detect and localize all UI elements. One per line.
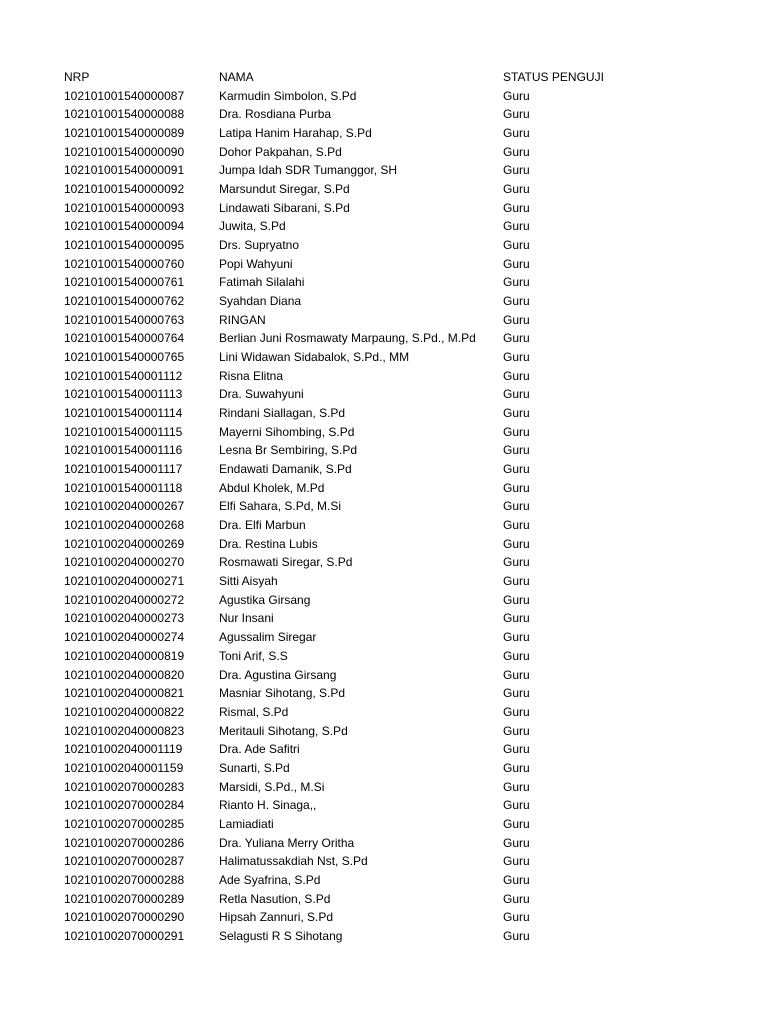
- table-row: [0, 460, 768, 479]
- nama-cell: Dra. Elfi Marbun: [219, 518, 306, 533]
- table-row: [0, 199, 768, 218]
- nrp-cell: 102101002040000270: [64, 555, 185, 570]
- table-row: [0, 516, 768, 535]
- table-row: [0, 236, 768, 255]
- nama-cell: Rismal, S.Pd: [219, 704, 289, 719]
- status-cell: Guru: [503, 368, 530, 383]
- nama-cell: Sitti Aisyah: [219, 574, 278, 589]
- nrp-cell: 102101002070000288: [64, 872, 185, 887]
- table-row: [0, 572, 768, 591]
- nrp-cell: 102101002040000267: [64, 499, 185, 514]
- table-row: [0, 609, 768, 628]
- nrp-cell: 102101001540000089: [64, 126, 185, 141]
- status-cell: Guru: [503, 667, 530, 682]
- table-row: [0, 292, 768, 311]
- status-cell: Guru: [503, 854, 530, 869]
- nrp-cell: 102101001540000087: [64, 88, 185, 103]
- nrp-cell: 102101002040000823: [64, 723, 185, 738]
- nama-cell: Marsidi, S.Pd., M.Si: [219, 779, 325, 794]
- nrp-cell: 102101002070000287: [64, 854, 185, 869]
- nama-cell: Dohor Pakpahan, S.Pd: [219, 144, 342, 159]
- nrp-cell: 102101002070000290: [64, 910, 185, 925]
- table-row: [0, 311, 768, 330]
- table-row: [0, 703, 768, 722]
- nrp-cell: 102101001540000095: [64, 238, 185, 253]
- nama-cell: Selagusti R S Sihotang: [219, 928, 343, 943]
- nama-cell: Dra. Suwahyuni: [219, 387, 304, 402]
- table-row: [0, 553, 768, 572]
- nama-cell: Lini Widawan Sidabalok, S.Pd., MM: [219, 350, 410, 365]
- nrp-cell: 102101001540001112: [64, 368, 183, 383]
- status-cell: Guru: [503, 462, 530, 477]
- nrp-cell: 102101002070000291: [64, 928, 185, 943]
- table-row: [0, 161, 768, 180]
- nrp-cell: 102101001540000763: [64, 312, 185, 327]
- status-cell: Guru: [503, 238, 530, 253]
- table-row: [0, 778, 768, 797]
- nrp-cell: 102101002040000822: [64, 704, 185, 719]
- status-cell: Guru: [503, 686, 530, 701]
- table-row: [0, 759, 768, 778]
- status-cell: Guru: [503, 742, 530, 757]
- table-row: [0, 908, 768, 927]
- nama-cell: Meritauli Sihotang, S.Pd: [219, 723, 348, 738]
- status-cell: Guru: [503, 312, 530, 327]
- status-cell: Guru: [503, 555, 530, 570]
- nrp-cell: 102101001540000090: [64, 144, 185, 159]
- table-row: [0, 834, 768, 853]
- nama-cell: RINGAN: [219, 312, 266, 327]
- status-cell: Guru: [503, 126, 530, 141]
- table-row: [0, 890, 768, 909]
- examiner-table: [0, 68, 768, 946]
- table-row: [0, 423, 768, 442]
- nrp-cell: 102101001540000764: [64, 331, 185, 346]
- status-cell: Guru: [503, 816, 530, 831]
- status-cell: Guru: [503, 592, 530, 607]
- header-status-penguji: STATUS PENGUJI: [503, 70, 604, 84]
- nama-cell: Berlian Juni Rosmawaty Marpaung, S.Pd., M.Pd: [219, 331, 476, 346]
- table-row: [0, 722, 768, 741]
- nama-cell: Endawati Damanik, S.Pd: [219, 462, 352, 477]
- status-cell: Guru: [503, 723, 530, 738]
- nama-cell: Juwita, S.Pd: [219, 219, 286, 234]
- nama-cell: Lamiadiati: [219, 816, 274, 831]
- table-row: [0, 796, 768, 815]
- nrp-cell: 102101001540000761: [64, 275, 185, 290]
- nrp-cell: 102101002040000268: [64, 518, 185, 533]
- nrp-cell: 102101001540000762: [64, 294, 185, 309]
- status-cell: Guru: [503, 760, 530, 775]
- table-row: [0, 124, 768, 143]
- table-row: [0, 385, 768, 404]
- nama-cell: Lindawati Sibarani, S.Pd: [219, 200, 350, 215]
- nama-cell: Toni Arif, S.S: [219, 648, 288, 663]
- status-cell: Guru: [503, 163, 530, 178]
- nrp-cell: 102101002040001159: [64, 760, 184, 775]
- table-row: [0, 927, 768, 946]
- nrp-cell: 102101001540001113: [64, 387, 183, 402]
- status-cell: Guru: [503, 872, 530, 887]
- nrp-cell: 102101002070000284: [64, 798, 185, 813]
- nama-cell: Dra. Rosdiana Purba: [219, 107, 332, 122]
- nama-cell: Sunarti, S.Pd: [219, 760, 290, 775]
- nama-cell: Elfi Sahara, S.Pd, M.Si: [219, 499, 342, 514]
- nama-cell: Risna Elitna: [219, 368, 284, 383]
- status-cell: Guru: [503, 200, 530, 215]
- nrp-cell: 102101002040000269: [64, 536, 185, 551]
- nama-cell: Popi Wahyuni: [219, 256, 293, 271]
- table-row: [0, 348, 768, 367]
- status-cell: Guru: [503, 387, 530, 402]
- nama-cell: Hipsah Zannuri, S.Pd: [219, 910, 334, 925]
- status-cell: Guru: [503, 219, 530, 234]
- status-cell: Guru: [503, 648, 530, 663]
- status-cell: Guru: [503, 574, 530, 589]
- nama-cell: Dra. Agustina Girsang: [219, 667, 337, 682]
- table-row: [0, 329, 768, 348]
- table-row: [0, 628, 768, 647]
- table-row: [0, 180, 768, 199]
- nrp-cell: 102101001540001116: [64, 443, 183, 458]
- status-cell: Guru: [503, 443, 530, 458]
- table-row: [0, 666, 768, 685]
- nama-cell: Mayerni Sihombing, S.Pd: [219, 424, 355, 439]
- nama-cell: Agustika Girsang: [219, 592, 311, 607]
- status-cell: Guru: [503, 107, 530, 122]
- nrp-cell: 102101002040000820: [64, 667, 185, 682]
- status-cell: Guru: [503, 256, 530, 271]
- table-row: [0, 852, 768, 871]
- table-row: [0, 105, 768, 124]
- status-cell: Guru: [503, 779, 530, 794]
- status-cell: Guru: [503, 480, 530, 495]
- nama-cell: Dra. Restina Lubis: [219, 536, 318, 551]
- nama-cell: Ade Syafrina, S.Pd: [219, 872, 321, 887]
- nrp-cell: 102101002040000273: [64, 611, 185, 626]
- nrp-cell: 102101002040000271: [64, 574, 185, 589]
- status-cell: Guru: [503, 331, 530, 346]
- table-row: [0, 647, 768, 666]
- table-row: [0, 684, 768, 703]
- nrp-cell: 102101002040000274: [64, 630, 185, 645]
- nrp-cell: 102101002070000289: [64, 891, 185, 906]
- nama-cell: Agussalim Siregar: [219, 630, 317, 645]
- nama-cell: Fatimah Silalahi: [219, 275, 305, 290]
- status-cell: Guru: [503, 704, 530, 719]
- status-cell: Guru: [503, 928, 530, 943]
- nrp-cell: 102101001540001114: [64, 406, 183, 421]
- table-row: [0, 273, 768, 292]
- table-row: [0, 479, 768, 498]
- table-row: [0, 441, 768, 460]
- table-row: [0, 367, 768, 386]
- nama-cell: Dra. Ade Safitri: [219, 742, 300, 757]
- status-cell: Guru: [503, 144, 530, 159]
- status-cell: Guru: [503, 798, 530, 813]
- status-cell: Guru: [503, 294, 530, 309]
- status-cell: Guru: [503, 424, 530, 439]
- nama-cell: Rosmawati Siregar, S.Pd: [219, 555, 353, 570]
- nrp-cell: 102101001540000760: [64, 256, 185, 271]
- status-cell: Guru: [503, 518, 530, 533]
- table-body: [0, 87, 768, 946]
- nrp-cell: 102101002040000821: [64, 686, 185, 701]
- nrp-cell: 102101002070000283: [64, 779, 185, 794]
- status-cell: Guru: [503, 275, 530, 290]
- table-row: [0, 217, 768, 236]
- nama-cell: Lesna Br Sembiring, S.Pd: [219, 443, 358, 458]
- nama-cell: Jumpa Idah SDR Tumanggor, SH: [219, 163, 398, 178]
- status-cell: Guru: [503, 891, 530, 906]
- status-cell: Guru: [503, 499, 530, 514]
- nrp-cell: 102101002040000819: [64, 648, 185, 663]
- table-row: [0, 591, 768, 610]
- nrp-cell: 102101002070000285: [64, 816, 185, 831]
- status-cell: Guru: [503, 182, 530, 197]
- status-cell: Guru: [503, 406, 530, 421]
- header-nama: NAMA: [219, 70, 254, 84]
- table-header-row: [0, 68, 768, 87]
- nama-cell: Dra. Yuliana Merry Oritha: [219, 835, 355, 850]
- nama-cell: Retla Nasution, S.Pd: [219, 891, 331, 906]
- table-row: [0, 497, 768, 516]
- nama-cell: Nur Insani: [219, 611, 274, 626]
- nrp-cell: 102101001540000093: [64, 200, 185, 215]
- status-cell: Guru: [503, 536, 530, 551]
- nama-cell: Masniar Sihotang, S.Pd: [219, 686, 346, 701]
- nrp-cell: 102101001540001118: [64, 480, 183, 495]
- nama-cell: Drs. Supryatno: [219, 238, 300, 253]
- status-cell: Guru: [503, 88, 530, 103]
- nrp-cell: 102101002040001119: [64, 742, 183, 757]
- nama-cell: Rianto H. Sinaga,,: [219, 798, 317, 813]
- nrp-cell: 102101001540000092: [64, 182, 185, 197]
- table-row: [0, 143, 768, 162]
- nama-cell: Karmudin Simbolon, S.Pd: [219, 88, 357, 103]
- nama-cell: Latipa Hanim Harahap, S.Pd: [219, 126, 372, 141]
- status-cell: Guru: [503, 835, 530, 850]
- table-row: [0, 255, 768, 274]
- status-cell: Guru: [503, 630, 530, 645]
- nama-cell: Halimatussakdiah Nst, S.Pd: [219, 854, 368, 869]
- table-row: [0, 815, 768, 834]
- table-row: [0, 535, 768, 554]
- status-cell: Guru: [503, 350, 530, 365]
- nama-cell: Rindani Siallagan, S.Pd: [219, 406, 346, 421]
- nrp-cell: 102101001540001117: [64, 462, 183, 477]
- table-row: [0, 871, 768, 890]
- header-nrp: NRP: [64, 70, 90, 84]
- status-cell: Guru: [503, 910, 530, 925]
- nama-cell: Abdul Kholek, M.Pd: [219, 480, 325, 495]
- status-cell: Guru: [503, 611, 530, 626]
- table-row: [0, 404, 768, 423]
- table-row: [0, 87, 768, 106]
- nrp-cell: 102101001540000088: [64, 107, 185, 122]
- nrp-cell: 102101001540000091: [64, 163, 185, 178]
- nrp-cell: 102101001540001115: [64, 424, 183, 439]
- nrp-cell: 102101002040000272: [64, 592, 185, 607]
- nrp-cell: 102101002070000286: [64, 835, 185, 850]
- table-row: [0, 740, 768, 759]
- nama-cell: Syahdan Diana: [219, 294, 302, 309]
- nama-cell: Marsundut Siregar, S.Pd: [219, 182, 350, 197]
- nrp-cell: 102101001540000765: [64, 350, 185, 365]
- nrp-cell: 102101001540000094: [64, 219, 185, 234]
